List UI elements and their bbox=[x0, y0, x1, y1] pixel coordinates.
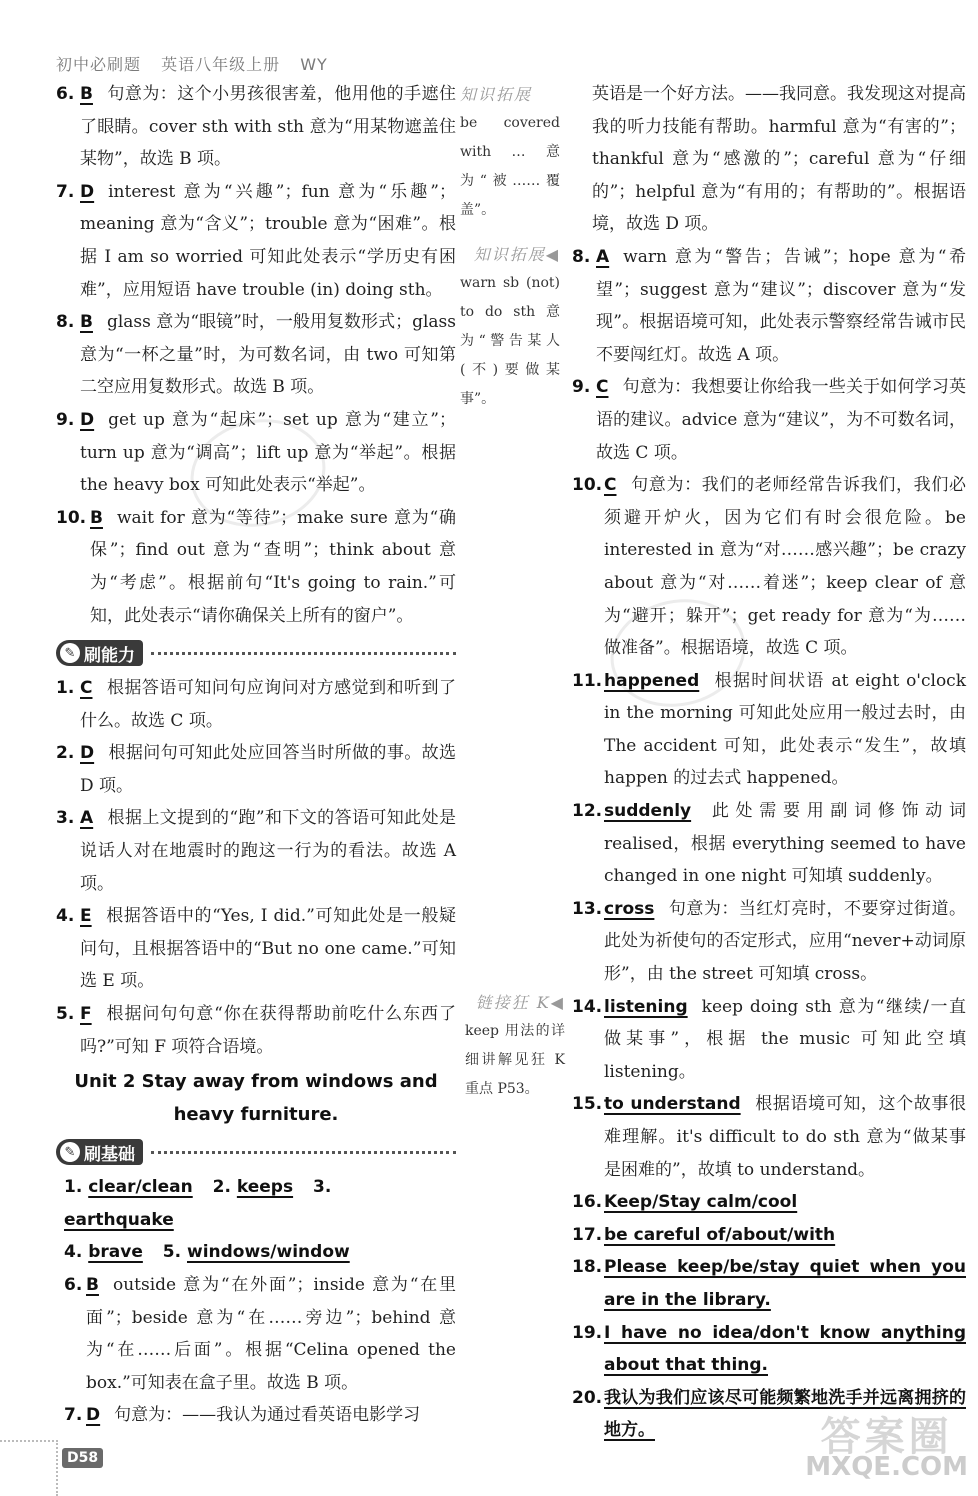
section-header-ability bbox=[56, 638, 456, 668]
answer-item: 10. C 句意为：我们的老师经常告诉我们，我们必须避开炉火，因为它们有时会很危险。be interested in 意为“对……感兴趣”；be crazy about 意为“对……着迷”；keep clear of 意为“避开；躲开”；get ready for 意为“为……做准备”。根据语境，故选 C 项。 bbox=[572, 475, 966, 659]
answer-item: 8. A warn 意为“警告；告诫”；hope 意为“希望”；suggest 意为“建议”；discover 意为“发现”。根据语境可知，此处表示警察经常告诫市民不要闯红灯。故选 A 项。 bbox=[572, 246, 966, 365]
pen-icon: ✎ bbox=[60, 1142, 80, 1162]
divider bbox=[151, 1151, 456, 1154]
answer-item: 16. Keep/Stay calm/cool bbox=[572, 1192, 798, 1213]
answer-item: 15. to understand 根据语境可知，这个故事很难理解。it's difficult to do sth 意为“做某事是困难的”，故填 to understand。 bbox=[572, 1094, 967, 1180]
edition-tag: WY bbox=[300, 55, 328, 74]
answer-item: 6. B 句意为：这个小男孩很害羞，他用他的手遮住了眼睛。cover sth with sth 意为“用某物遮盖住某物”，故选 B 项。 bbox=[56, 84, 456, 170]
page-number: D58 bbox=[62, 1448, 103, 1468]
answer-item: 4. E 根据答语中的“Yes, I did.”可知此处是一般疑问句，且根据答语中的“But no one came.”可知选 E 项。 bbox=[56, 906, 456, 992]
knowledge-tip: 知识拓展 be covered with … 意为“被……覆盖”。 bbox=[460, 85, 560, 218]
answer-item: 9. C 句意为：我想要让你给我一些关于如何学习英语的建议。advice 意为“建议”，为不可数名词，故选 C 项。 bbox=[572, 377, 966, 463]
left-column bbox=[56, 78, 456, 1432]
answer-item: 7. D interest 意为“兴趣”；fun 意为“乐趣”；meaning 意为“含义”；trouble 意为“困难”。根据 I am so worried 可知此处表示“学历史有困难”，应用短语 have trouble (in) doing sth。 bbox=[56, 181, 456, 300]
subject-title: 英语八年级上册 bbox=[161, 55, 281, 74]
answer-item-continued: 英语是一个好方法。——我同意。我发现这对提高我的听力技能有帮助。harmful 意为“有害的”；thankful 意为“感激的”；careful 意为“仔细的”；helpful 意为“有用的；有帮助的”。根据语境，故选 D 项。 bbox=[592, 84, 966, 235]
answer-item: 17. be careful of/about/with bbox=[572, 1224, 836, 1245]
answer-item: 20. 我认为我们应该尽可能频繁地洗手并远离拥挤的地方。 bbox=[572, 1387, 966, 1441]
corner-decoration bbox=[0, 1440, 58, 1496]
answer-item: 2. D 根据问句可知此处应回答当时所做的事。故选 D 项。 bbox=[56, 743, 456, 796]
link-tip: 链接狂 K◀ keep 用法的详细讲解见狂 K 重点 P53。 bbox=[465, 993, 565, 1097]
answer-item: 1. C 根据答语可知问句应询问对方感觉到和听到了什么。故选 C 项。 bbox=[56, 678, 456, 731]
answer-item: 11. happened 根据时间状语 at eight o'clock in the morning 可知此处应用一般过去时，由 The accident 可知，此处表示“发生”，故填 happen 的过去式 happened。 bbox=[572, 670, 966, 789]
answer-item: 3. A 根据上文提到的“跑”和下文的答语可知此处是说话人对在地震时的跑这一行为的看法。故选 A 项。 bbox=[56, 808, 456, 894]
watermark: 答案圈 MXQE.COM bbox=[805, 1414, 968, 1482]
fill-answers-row: 1. clear/clean 2. keeps 3. earthquake bbox=[64, 1177, 332, 1230]
knowledge-tip: 知识拓展◀ warn sb (not) to do sth 意为“警告某人(不)要做某事”。 bbox=[460, 245, 560, 407]
answer-item: 5. F 根据问句句意“你在获得帮助前吃什么东西了吗?”可知 F 项符合语境。 bbox=[56, 1004, 456, 1057]
unit-title: Unit 2 Stay away from windows and heavy furniture. bbox=[74, 1071, 438, 1126]
section-badge: ✎ 刷基础 bbox=[56, 1139, 143, 1165]
divider bbox=[151, 652, 456, 655]
book-title: 初中必刷题 bbox=[56, 55, 142, 74]
answer-item: 9. D get up 意为“起床”；set up 意为“建立”；turn up 意为“调高”；lift up 意为“举起”。根据 the heavy box 可知此处表示“举起”。 bbox=[56, 409, 456, 496]
right-column bbox=[572, 78, 966, 1447]
answer-item: 8. B glass 意为“眼镜”时，一般用复数形式；glass 意为“一杯之量”时，为可数名词，由 two 可知第二空应用复数形式。故选 B 项。 bbox=[56, 312, 456, 398]
answer-item: 12. suddenly 此处需要用副词修饰动词 realised，根据 everything seemed to have changed in one night 可知填 suddenly。 bbox=[572, 801, 966, 887]
section-badge: ✎ 刷能力 bbox=[56, 640, 143, 666]
section-header-basic bbox=[56, 1137, 456, 1167]
answer-item: 7. D 句意为：——我认为通过看英语电影学习 bbox=[64, 1405, 421, 1426]
fill-answers-row: 4. brave 5. windows/window bbox=[64, 1242, 350, 1263]
answer-item: 13. cross 句意为：当红灯亮时，不要穿过街道。此处为祈使句的否定形式，应用“never+动词原形”，由 the street 可知填 cross。 bbox=[572, 898, 966, 985]
answer-item: 18. Please keep/be/stay quiet when you are in the library. bbox=[572, 1257, 966, 1310]
answer-item: 6. B outside 意为“在外面”；inside 意为“在里面”；beside 意为“在……旁边”；behind 意为“在……后面”。根据“Celina opened the box.”可知表在盒子里。故选 B 项。 bbox=[64, 1275, 456, 1393]
pen-icon: ✎ bbox=[60, 643, 80, 663]
answer-item: 19. I have no idea/don't know anything about that thing. bbox=[572, 1322, 966, 1376]
answer-item: 14. listening keep doing sth 意为“继续/一直做某事”，根据 the music 可知此空填 listening。 bbox=[572, 996, 966, 1082]
answer-item: 10. B wait for 意为“等待”；make sure 意为“确保”；find out 意为“查明”；think about 意为“考虑”。根据前句“It's going to rain.”可知，此处表示“请你确保关上所有的窗户”。 bbox=[56, 507, 456, 626]
page-header bbox=[56, 52, 342, 75]
